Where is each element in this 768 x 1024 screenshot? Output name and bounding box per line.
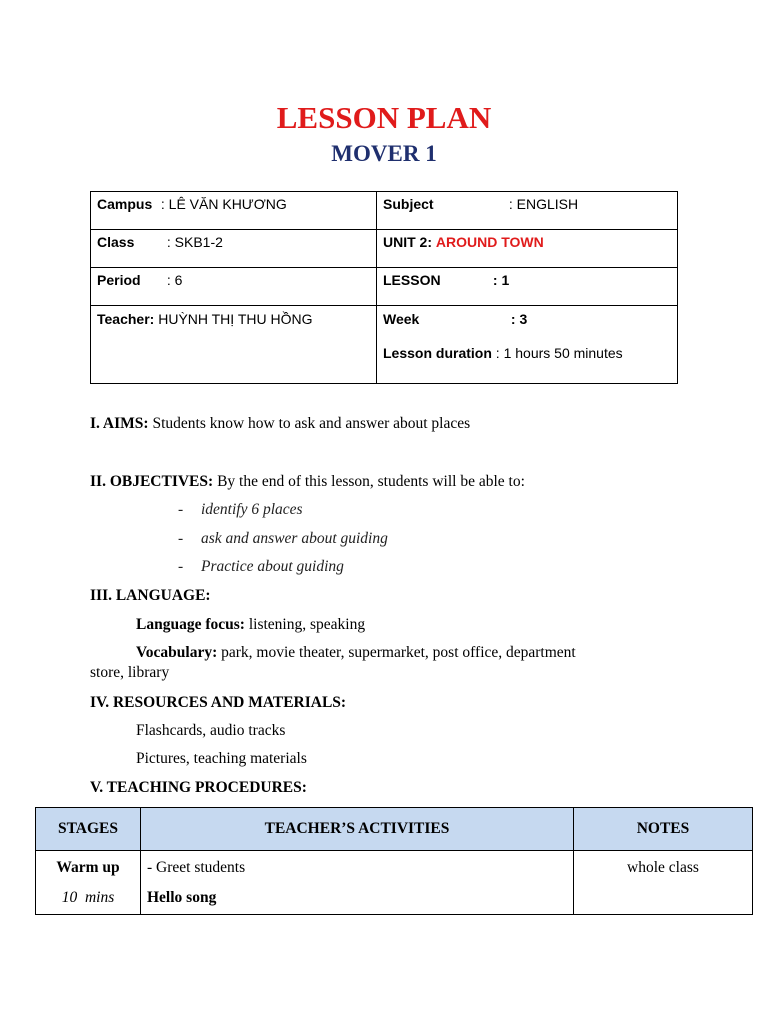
activity-line: Hello song — [147, 889, 217, 906]
stage-name: Warm up — [56, 859, 120, 876]
duration-label: Lesson duration — [383, 345, 492, 361]
class-label: Class — [97, 234, 135, 250]
objectives-heading: II. OBJECTIVES: — [90, 473, 214, 490]
procedures-heading: V. TEACHING PROCEDURES: — [90, 779, 307, 796]
unit-value: AROUND TOWN — [435, 234, 544, 250]
week-label: Week — [383, 311, 420, 327]
subject-label: Subject — [383, 196, 434, 212]
stage-cell — [36, 851, 141, 915]
info-row — [91, 192, 678, 230]
info-row — [91, 306, 678, 384]
lesson-plan-title: LESSON PLAN — [276, 100, 492, 135]
language-focus — [136, 616, 365, 634]
period-label: Period — [97, 272, 141, 288]
teacher-label: Teacher: — [97, 311, 155, 327]
column-header-notes: NOTES — [574, 808, 753, 851]
lesson-info-table — [90, 191, 678, 384]
column-header-activities: TEACHER’S ACTIVITIES — [141, 808, 574, 851]
objective-item: - ask and answer about guiding — [178, 530, 388, 547]
resources-heading: IV. RESOURCES AND MATERIALS: — [90, 694, 347, 711]
objectives-text: By the end of this lesson, students will be able to: — [217, 473, 525, 490]
vocabulary-label: Vocabulary: — [136, 644, 218, 661]
campus-value: : LÊ VĂN KHƯƠNG — [160, 196, 287, 212]
procedures-header-row — [36, 808, 753, 851]
resource-item: Pictures, teaching materials — [136, 750, 307, 767]
lesson-cell — [377, 268, 678, 306]
class-cell — [91, 230, 377, 268]
vocabulary-text: park, movie theater, supermarket, post office, department — [221, 644, 576, 661]
stage-time: 10 mins — [61, 889, 115, 906]
info-row — [91, 268, 678, 306]
activities-cell — [141, 851, 574, 915]
resource-item: Flashcards, audio tracks — [136, 722, 286, 739]
week-cell — [377, 306, 678, 384]
language-focus-label: Language focus: — [136, 616, 245, 633]
aims-heading: I. AIMS: — [90, 415, 149, 432]
unit-label: UNIT 2: — [383, 234, 432, 250]
teacher-cell — [91, 306, 377, 384]
aims-text: Students know how to ask and answer about places — [152, 415, 471, 432]
language-heading: III. LANGUAGE: — [90, 587, 211, 604]
lesson-plan-subtitle: MOVER 1 — [331, 141, 437, 166]
unit-cell — [377, 230, 678, 268]
vocabulary — [136, 644, 576, 662]
vocabulary-continued: store, library — [90, 664, 170, 681]
lesson-value: : 1 — [492, 272, 510, 288]
objective-item-text: identify 6 places — [201, 501, 303, 518]
campus-cell — [91, 192, 377, 230]
aims-section — [90, 415, 470, 433]
info-row — [91, 230, 678, 268]
objective-item-text: Practice about guiding — [201, 558, 344, 575]
subject-value: : ENGLISH — [508, 196, 579, 212]
duration-value: : 1 hours 50 minutes — [495, 345, 623, 361]
objective-item: - Practice about guiding — [178, 558, 344, 575]
objectives-section — [90, 473, 525, 491]
week-value: : 3 — [510, 311, 528, 327]
period-value: : 6 — [166, 272, 183, 288]
procedures-table — [35, 807, 753, 915]
language-focus-text: listening, speaking — [248, 616, 366, 633]
notes-cell: whole class — [574, 851, 753, 915]
table-row — [36, 851, 753, 915]
campus-label: Campus — [97, 196, 153, 212]
teacher-value: HUỲNH THỊ THU HỒNG — [158, 311, 313, 327]
lesson-label: LESSON — [383, 272, 441, 288]
subject-cell — [377, 192, 678, 230]
objective-item-text: ask and answer about guiding — [201, 530, 388, 547]
objective-item: - identify 6 places — [178, 501, 303, 518]
activity-line: - Greet students — [147, 859, 246, 876]
period-cell — [91, 268, 377, 306]
class-value: : SKB1-2 — [166, 234, 223, 250]
column-header-stages: STAGES — [36, 808, 141, 851]
